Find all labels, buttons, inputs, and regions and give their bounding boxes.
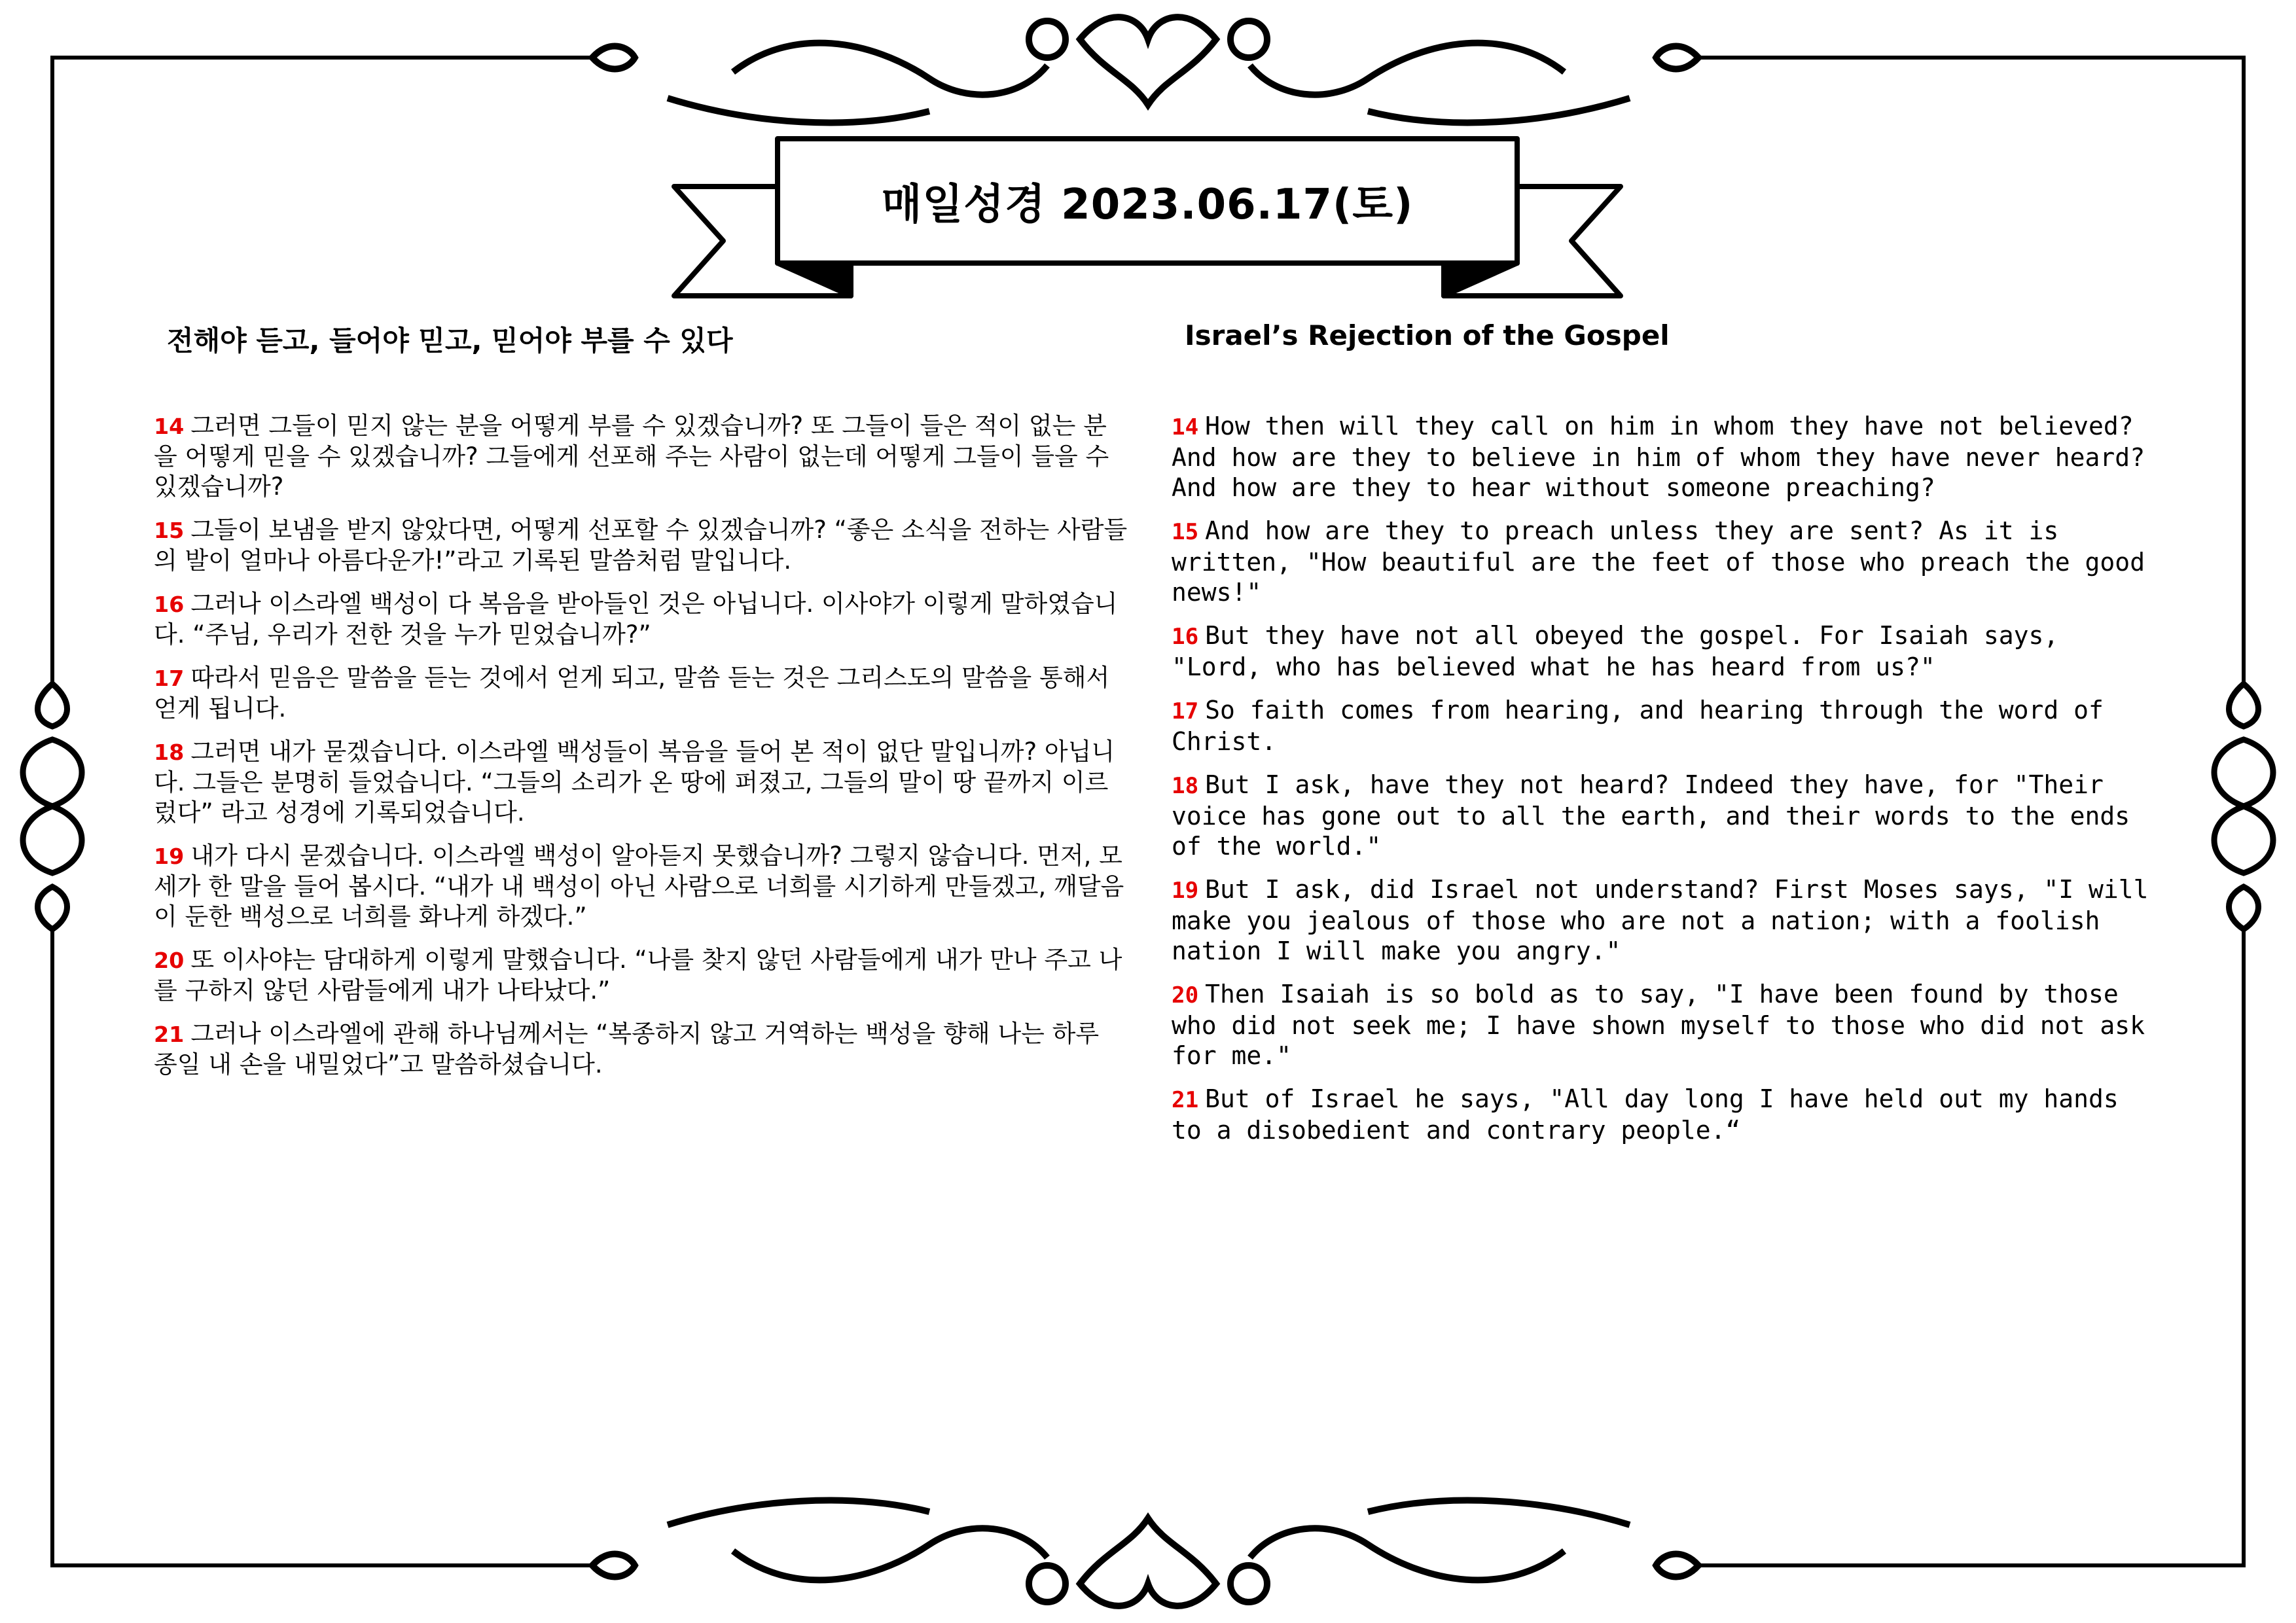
top-ornament-icon (592, 17, 1698, 122)
korean-verse (154, 515, 1129, 576)
english-verse (1172, 770, 2153, 861)
verse-text: 그들이 보냄을 받지 않았다면, 어떻게 선포할 수 있겠습니까? “좋은 소식을 전하는 사람들의 발이 얼마나 아름다운가!”라고 기록된 말씀처럼 말입니다. (154, 516, 1128, 575)
verse-text: And how are they to preach unless they are sent? As it is written, "How beautiful are the feet of those who preach the good news!" (1172, 516, 2145, 607)
verse-number: 14 (154, 414, 185, 439)
english-verse (1172, 695, 2153, 757)
korean-verse (154, 1019, 1129, 1080)
verse-text: 그러나 이스라엘에 관해 하나님께서는 “복종하지 않고 거역하는 백성을 향해 나는 하루 종일 내 손을 내밀었다”고 말씀하셨습니다. (154, 1020, 1100, 1079)
right-ornament-icon (2214, 684, 2273, 929)
korean-verses-column (154, 411, 1129, 1093)
korean-verse (154, 737, 1129, 828)
english-verse (1172, 874, 2153, 966)
verse-number: 18 (1172, 773, 1199, 799)
verse-text: But I ask, have they not heard? Indeed they have, for "Their voice has gone out to all the earth, and their words to the ends of the world." (1172, 770, 2130, 861)
verse-text: 그러나 이스라엘 백성이 다 복음을 받아들인 것은 아닙니다. 이사야가 이렇게 말하였습니다. “주님, 우리가 전한 것을 누가 믿었습니까?” (154, 590, 1118, 649)
verse-number: 20 (154, 948, 185, 973)
korean-verse (154, 411, 1129, 502)
verse-text: But I ask, did Israel not understand? First Moses says, "I will make you jealous of those who are not a nation; with a foolish nation I will make you angry." (1172, 875, 2149, 965)
english-verse (1172, 411, 2153, 503)
korean-verse (154, 945, 1129, 1006)
verse-text: But of Israel he says, "All day long I have held out my hands to a disobedient and contrary people.“ (1172, 1084, 2119, 1145)
korean-verse (154, 663, 1129, 724)
verse-number: 19 (1172, 878, 1199, 904)
verse-text: 내가 다시 묻겠습니다. 이스라엘 백성이 알아듣지 못했습니까? 그렇지 않습니다. 먼저, 모세가 한 말을 들어 봅시다. “내가 내 백성이 아닌 사람으로 너희를 시기하게 만들겠고, 깨달음이 둔한 백성으로 너희를 화나게 하겠다.” (154, 842, 1124, 931)
bottom-ornament-icon (592, 1501, 1698, 1606)
verse-number: 18 (154, 740, 185, 765)
english-subtitle: Israel’s Rejection of the Gospel (1185, 319, 1670, 351)
english-verses-column (1172, 411, 2153, 1158)
verse-text: Then Isaiah is so bold as to say, "I have been found by those who did not seek me; I have shown myself to those who did not ask for me." (1172, 980, 2145, 1070)
verse-text: 그러면 그들이 믿지 않는 분을 어떻게 부를 수 있겠습니까? 또 그들이 들은 적이 없는 분을 어떻게 믿을 수 있겠습니까? 그들에게 선포해 주는 사람이 없는데 어떻게 그들이 들을 수 있겠습니까? (154, 412, 1109, 501)
page-title: 매일성경 2023.06.17(토) (881, 181, 1414, 229)
korean-subtitle: 전해야 듣고, 들어야 믿고, 믿어야 부를 수 있다 (167, 325, 733, 357)
verse-number: 15 (1172, 519, 1199, 545)
verse-text: How then will they call on him in whom they have not believed? And how are they to believe in him of whom they have never heard? And how are they to hear without someone preaching? (1172, 412, 2145, 502)
verse-number: 17 (154, 666, 185, 691)
verse-text: 또 이사야는 담대하게 이렇게 말했습니다. “나를 찾지 않던 사람들에게 내가 만나 주고 나를 구하지 않던 사람들에게 내가 나타났다.” (154, 946, 1122, 1005)
verse-number: 19 (154, 844, 185, 869)
verse-text: So faith comes from hearing, and hearing through the word of Christ. (1172, 696, 2104, 756)
verse-text: 따라서 믿음은 말씀을 듣는 것에서 얻게 되고, 말씀 듣는 것은 그리스도의 말씀을 통해서 얻게 됩니다. (154, 664, 1110, 722)
verse-number: 16 (1172, 624, 1199, 650)
english-verse (1172, 516, 2153, 607)
korean-verse (154, 841, 1129, 932)
verse-number: 20 (1172, 982, 1199, 1008)
verse-number: 14 (1172, 414, 1199, 440)
verse-number: 21 (1172, 1087, 1199, 1113)
english-verse (1172, 979, 2153, 1071)
verse-text: 그러면 내가 묻겠습니다. 이스라엘 백성들이 복음을 들어 본 적이 없단 말입니까? 아닙니다. 그들은 분명히 들었습니다. “그들의 소리가 온 땅에 퍼졌고, 그들의 말이 땅 끝까지 이르렀다” 라고 성경에 기록되었습니다. (154, 738, 1115, 827)
verse-number: 15 (154, 518, 185, 543)
verse-text: But they have not all obeyed the gospel. For Isaiah says, "Lord, who has believed what he has heard from us?" (1172, 621, 2059, 681)
korean-verse (154, 589, 1129, 650)
verse-number: 21 (154, 1022, 185, 1047)
english-verse (1172, 620, 2153, 682)
english-verse (1172, 1084, 2153, 1145)
verse-number: 16 (154, 592, 185, 617)
left-ornament-icon (23, 684, 82, 929)
verse-number: 17 (1172, 698, 1199, 724)
